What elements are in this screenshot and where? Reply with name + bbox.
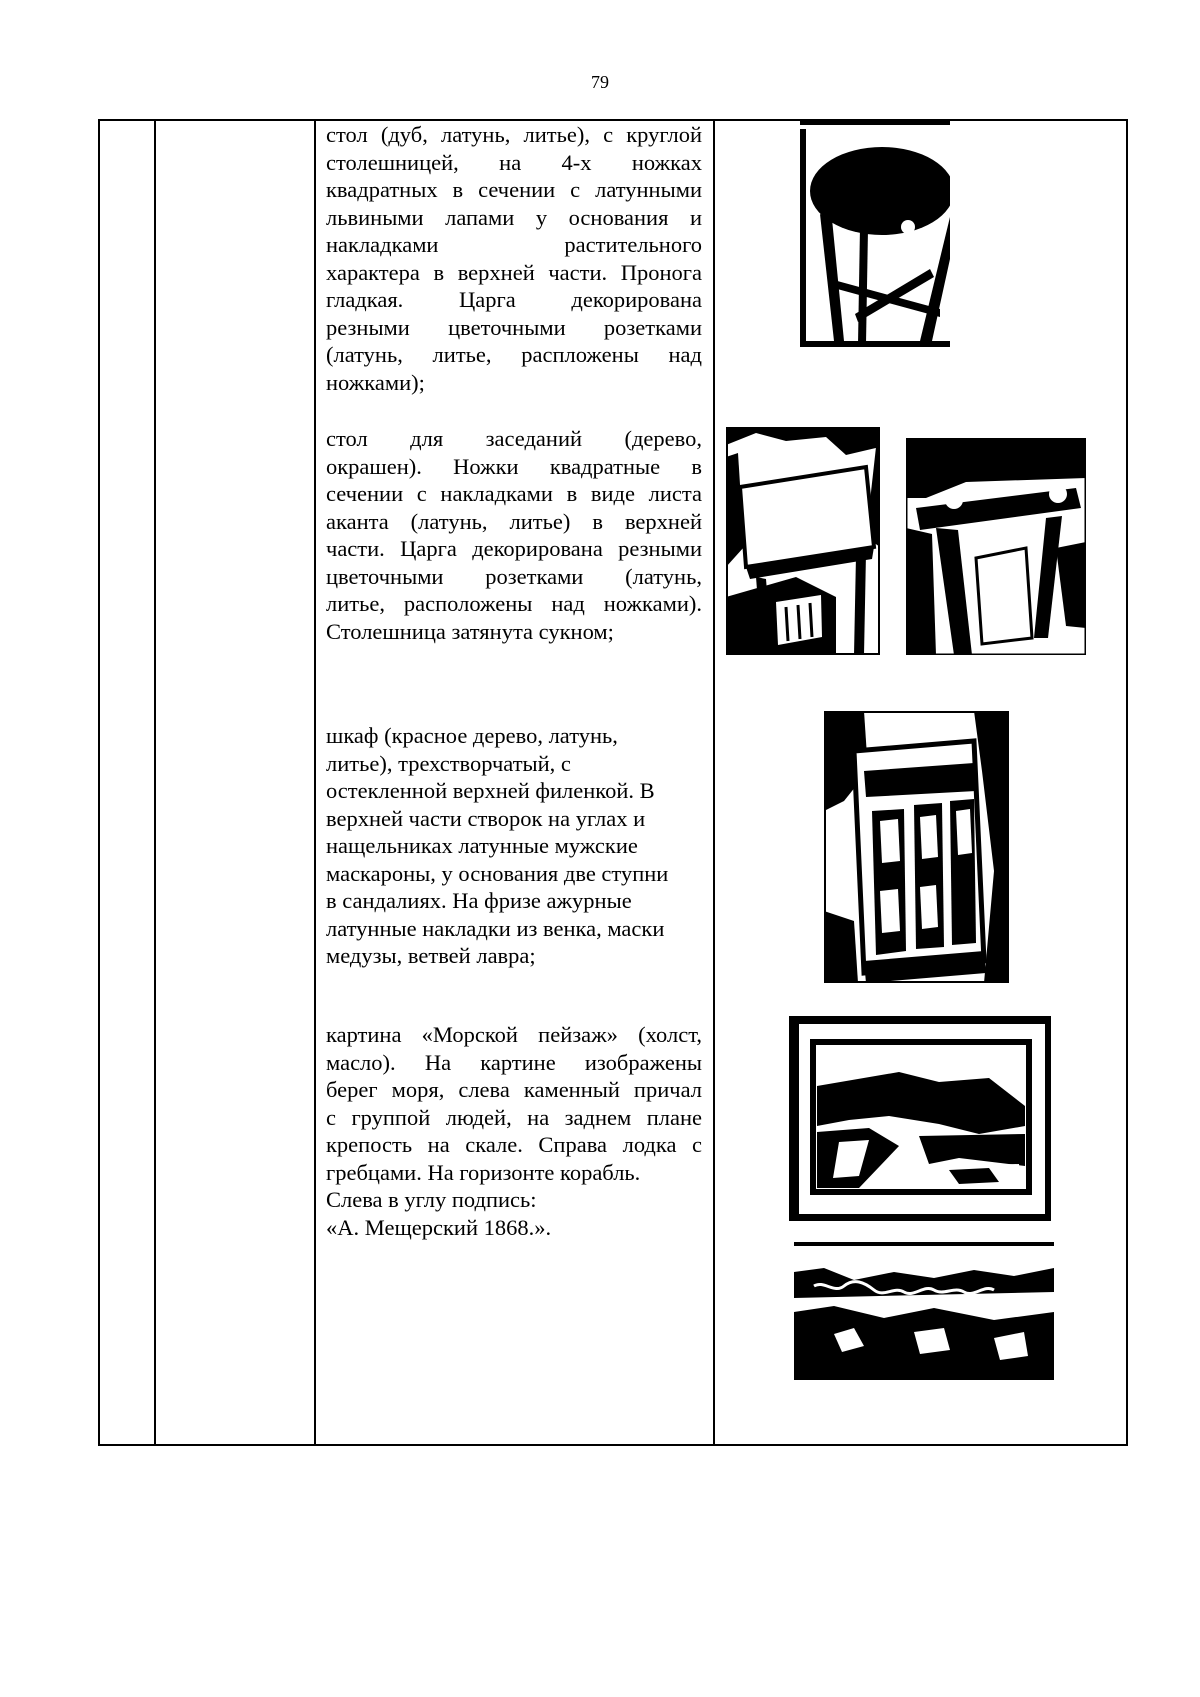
text-line: остекленной верхней филенкой. В bbox=[326, 778, 655, 803]
text-line: ножками); bbox=[326, 369, 425, 395]
entry-description bbox=[326, 722, 702, 970]
text-line: берег моря, слева каменный причал bbox=[326, 1077, 702, 1102]
text-line: Слева в углу подпись: bbox=[326, 1187, 537, 1212]
text-line: характера в верхней части. Пронога bbox=[326, 259, 702, 285]
text-line: гладкая. Царга декорирована bbox=[326, 287, 702, 312]
entry-signature-note bbox=[326, 1186, 702, 1241]
seascape-painting-photo bbox=[789, 1016, 1051, 1221]
text-line: стол (дуб, латунь, литье), с круглой bbox=[326, 122, 702, 147]
text-line: шкаф (красное дерево, латунь, bbox=[326, 723, 618, 748]
cabinet-photo bbox=[824, 711, 1009, 983]
text-line: квадратных в сечении с латунными bbox=[326, 177, 702, 202]
entry-description bbox=[326, 425, 702, 645]
text-line: верхней части створок на углах и bbox=[326, 805, 646, 831]
text-line: Столешница затянута сукном; bbox=[326, 618, 614, 644]
column-divider-1 bbox=[154, 121, 156, 1444]
text-line: нащельниках латунные мужские bbox=[326, 833, 638, 858]
text-line: литье, расположены над ножками). bbox=[326, 591, 702, 616]
text-line: «А. Мещерский 1868.». bbox=[326, 1214, 552, 1240]
text-line: масло). На картине изображены bbox=[326, 1049, 702, 1075]
text-line: в сандалиях. На фризе ажурные bbox=[326, 888, 632, 913]
text-line: крепость на скале. Справа лодка с bbox=[326, 1132, 702, 1157]
text-line: гребцами. На горизонте корабль. bbox=[326, 1159, 641, 1185]
entry-description bbox=[326, 121, 702, 396]
text-line: (латунь, литье, распложены над bbox=[326, 342, 702, 367]
signature-detail-photo bbox=[794, 1242, 1054, 1380]
text-line: с группой людей, на заднем плане bbox=[326, 1104, 702, 1130]
text-line: цветочными розетками (латунь, bbox=[326, 563, 702, 589]
text-line: аканта (латунь, литье) в верхней bbox=[326, 508, 702, 534]
page-number: 79 bbox=[591, 72, 609, 92]
text-line: накладками растительного bbox=[326, 232, 702, 257]
round-table-photo bbox=[800, 119, 950, 347]
text-line: картина «Морской пейзаж» (холст, bbox=[326, 1022, 702, 1047]
text-line: сечении с накладками в виде листа bbox=[326, 481, 702, 506]
meeting-table-leg-photo bbox=[906, 438, 1086, 655]
text-line: маскароны, у основания две ступни bbox=[326, 860, 669, 886]
text-line: латунные накладки из венка, маски bbox=[326, 915, 665, 941]
text-line: окрашен). Ножки квадратные в bbox=[326, 453, 702, 479]
column-divider-3 bbox=[713, 121, 715, 1444]
entry-description bbox=[326, 1021, 702, 1186]
text-line: литье), трехстворчатый, с bbox=[326, 750, 571, 776]
meeting-table-photo bbox=[726, 427, 880, 655]
text-line: львиными лапами у основания и bbox=[326, 204, 702, 230]
text-line: стол для заседаний (дерево, bbox=[326, 426, 702, 451]
text-line: столешницей, на 4-х ножках bbox=[326, 149, 702, 175]
text-line: части. Царга декорирована резными bbox=[326, 536, 702, 561]
text-line: медузы, ветвей лавра; bbox=[326, 943, 536, 968]
column-divider-2 bbox=[314, 121, 316, 1444]
text-line: резными цветочными розетками bbox=[326, 314, 702, 340]
